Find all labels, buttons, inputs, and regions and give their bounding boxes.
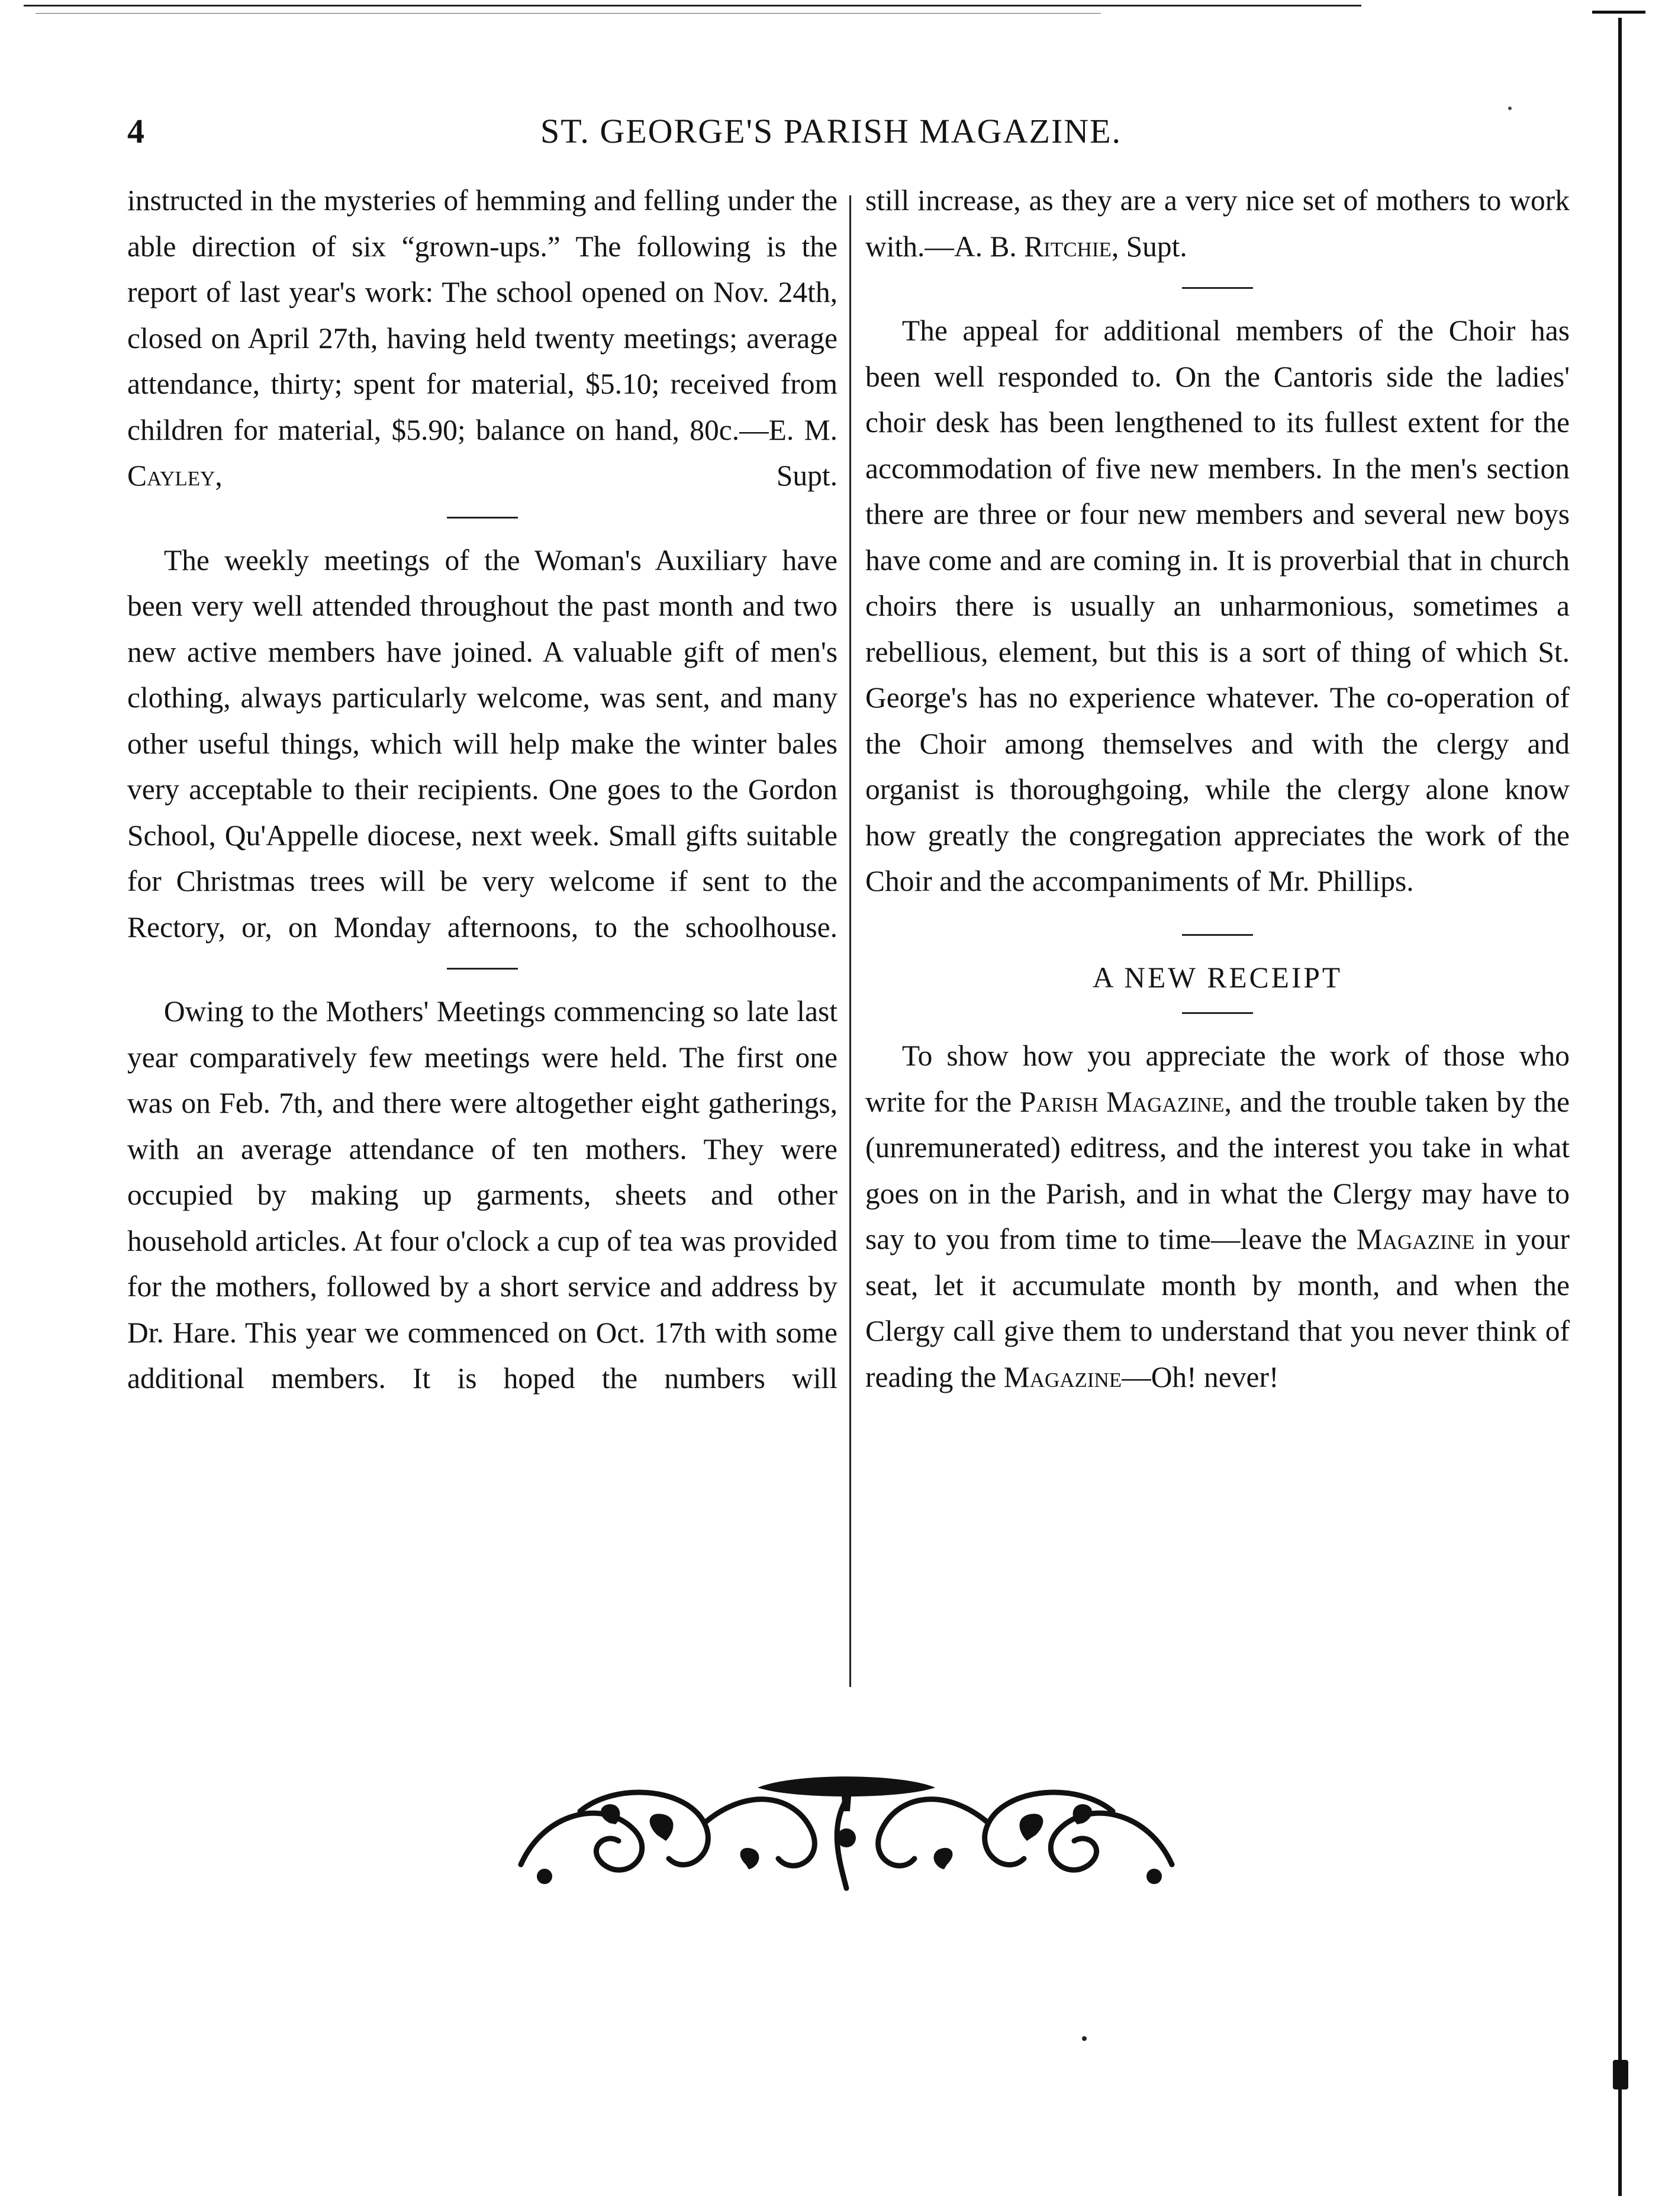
right-column: [865, 178, 1570, 1400]
new-receipt-text-g: —Oh! never!: [1122, 1360, 1279, 1393]
column-divider: [849, 195, 851, 1687]
sewing-school-report: [127, 178, 838, 499]
magazine-name: Magazine: [1003, 1360, 1122, 1393]
section-separator: [447, 968, 518, 970]
choir-paragraph: The appeal for additional members of the Choir has been well responded to. On the Cantoris side the ladies' choir desk has been lengthened to its fullest extent for the accommodation of five new members. In the men's section there are three or four new members and several new boys have come and are coming in. It is proverbial that in church choirs there is usually an unharmonious, sometimes a rebellious, element, but this is a sort of thing of which St. George's has no experience whatever. The co-operation of the Choir among themselves and with the clergy and organist is thoroughgoing, while the clergy alone know how greatly the congregation appreciates the work of the Choir and the accompaniments of Mr. Phillips.: [865, 314, 1570, 897]
section-separator: [447, 517, 518, 519]
section-separator: [1182, 1012, 1253, 1014]
new-receipt-text-e: in your seat, let it accumulate month by month, and when the Clergy call give them to understand that you never think of reading the: [865, 1223, 1570, 1393]
mothers-meetings-paragraph: Owing to the Mothers' Meetings commencing so late last year comparatively few meetings were held. The first one was on Feb. 7th, and there were altogether eight gatherings, with an average attendance of ten mothers. They were occupied by making up garments, sheets and other household articles. At four o'clock a cup of tea was provided for the mothers, followed by a short service and address by Dr. Hare. This year we commenced on Oct. 17th with some additional members. It is hoped the numbers will: [127, 995, 838, 1395]
magazine-name: Magazine: [1356, 1223, 1475, 1255]
page-edge-mark: [1613, 2060, 1628, 2089]
new-receipt-text-c: , and the trouble taken by the (unremunerated) editress, and the interest you take in what goes on in the Parish, and in what the Clergy may have to say to you from time to time—leave the: [865, 1085, 1570, 1255]
parish-magazine-name: Parish Magazine: [1019, 1085, 1225, 1118]
mothers-meetings-continued: [865, 178, 1570, 269]
sewing-school-text: instructed in the mysteries of hemming and felling under the able direction of six “grown-ups.” The following is the report of last year's work: The school opened on Nov. 24th, closed on April 27th, having held twenty meetings; average attendance, thirty; spent for material, $5.10; received from children for material, $5.90; balance on hand, 80c.—: [127, 184, 838, 446]
womans-auxiliary-paragraph: The weekly meetings of the Woman's Auxiliary have been very well attended throughout the past month and two new active members have joined. A valuable gift of men's clothing, always particularly welcome, was sent, and many other useful things, which will help make the winter bales very acceptable to their recipients. One goes to the Gordon School, Qu'Appelle diocese, next week. Small gifts suitable for Christmas trees will be very welcome if sent to the Rectory, or, on Monday afternoons, to the schoolhouse.: [127, 543, 838, 944]
mothers-meetings-signature: Ritchie: [1024, 230, 1112, 263]
mothers-meetings-signature-suffix: , Supt.: [1111, 230, 1187, 263]
page-number: 4: [127, 112, 144, 150]
top-page-rule-faint: [36, 13, 1101, 14]
section-separator: [1182, 934, 1253, 936]
section-separator: [1182, 287, 1253, 289]
floral-scroll-ornament-icon: [509, 1776, 1184, 1894]
speck: [1082, 2036, 1087, 2041]
page-edge-binding: [1618, 18, 1622, 2196]
mothers-meetings-continued-text: still increase, as they are a very nice set of mothers to work with.—A. B.: [865, 184, 1570, 263]
sewing-school-signature-suffix: , Supt.: [215, 459, 838, 492]
left-column: [127, 178, 838, 1402]
page-edge-cap: [1592, 11, 1645, 14]
new-receipt-text-a: To show how you appreciate the work of those who write for the: [865, 1039, 1570, 1118]
new-receipt-paragraph: [865, 1033, 1570, 1400]
speck: [1508, 107, 1512, 110]
running-title: ST. GEORGE'S PARISH MAGAZINE.: [540, 112, 1122, 150]
sewing-school-signature: E. M. Cayley: [127, 413, 838, 492]
top-page-rule: [24, 5, 1361, 7]
section-title-new-receipt: A NEW RECEIPT: [1092, 961, 1343, 994]
